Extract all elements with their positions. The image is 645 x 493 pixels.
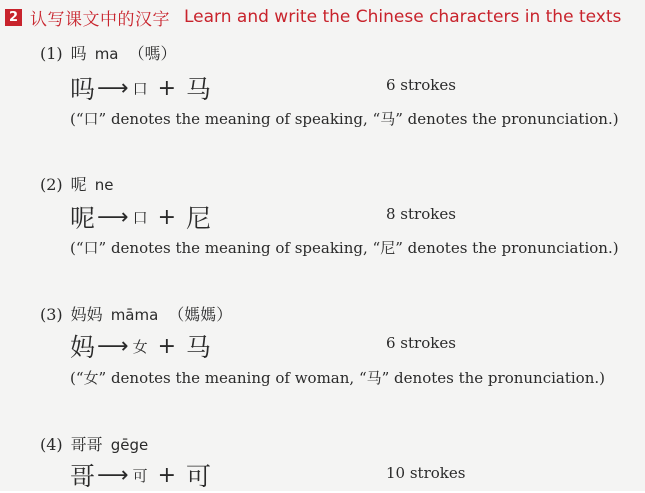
item-character: 妈妈: [70, 305, 103, 324]
item-number: (4): [40, 435, 63, 454]
character-formula: [70, 457, 211, 493]
formula-radical: 女: [132, 337, 148, 356]
formula-character: 吗: [70, 75, 96, 104]
item-note: (“口” denotes the meaning of speaking, “尼” denotes the pronunciation.): [70, 239, 619, 257]
item-number: (1): [40, 44, 63, 63]
plus-sign: +: [157, 333, 177, 359]
item-number: (2): [40, 175, 63, 194]
item-note: (“口” denotes the meaning of speaking, “马” denotes the pronunciation.): [70, 110, 619, 128]
item-pinyin: gēge: [110, 436, 149, 454]
formula-radical: 口: [132, 208, 148, 227]
section-number-badge: 2: [5, 9, 22, 26]
plus-sign: +: [157, 204, 177, 230]
formula-character: 妈: [70, 333, 96, 362]
formula-character: 呢: [70, 204, 96, 233]
character-formula: [70, 70, 211, 106]
formula-phonetic: 马: [186, 75, 212, 104]
arrow-icon: ⟶: [97, 204, 129, 230]
arrow-icon: ⟶: [97, 333, 129, 359]
formula-radical: 口: [132, 79, 148, 98]
item-label: [40, 432, 158, 455]
stroke-count: 10 strokes: [386, 464, 466, 482]
stroke-count: 8 strokes: [386, 205, 456, 223]
item-character: 哥哥: [70, 435, 103, 454]
item-pinyin: ma: [94, 45, 119, 63]
arrow-icon: ⟶: [97, 462, 129, 488]
item-pinyin: ne: [94, 176, 114, 194]
stroke-count: 6 strokes: [386, 76, 456, 94]
item-label: [40, 172, 123, 195]
item-traditional: （媽媽）: [168, 305, 233, 324]
character-formula: [70, 199, 211, 235]
arrow-icon: ⟶: [97, 75, 129, 101]
item-note: (“女” denotes the meaning of woman, “马” denotes the pronunciation.): [70, 369, 605, 387]
item-label: [40, 41, 177, 64]
character-formula: [70, 328, 211, 364]
plus-sign: +: [157, 75, 177, 101]
formula-character: 哥: [70, 462, 96, 491]
formula-phonetic: 可: [186, 462, 212, 491]
item-character: 吗: [70, 44, 87, 63]
plus-sign: +: [157, 462, 177, 488]
section-header: [5, 7, 640, 30]
item-number: (3): [40, 305, 63, 324]
formula-phonetic: 马: [186, 333, 212, 362]
item-traditional: （嗎）: [128, 44, 177, 63]
formula-phonetic: 尼: [186, 204, 212, 233]
section-title-chinese: 认写课文中的汉字: [30, 9, 170, 30]
item-character: 呢: [70, 175, 87, 194]
section-title-english: Learn and write the Chinese characters in the texts: [184, 7, 622, 27]
stroke-count: 6 strokes: [386, 334, 456, 352]
formula-radical: 可: [132, 466, 148, 485]
item-label: [40, 302, 232, 325]
item-pinyin: māma: [110, 306, 159, 324]
